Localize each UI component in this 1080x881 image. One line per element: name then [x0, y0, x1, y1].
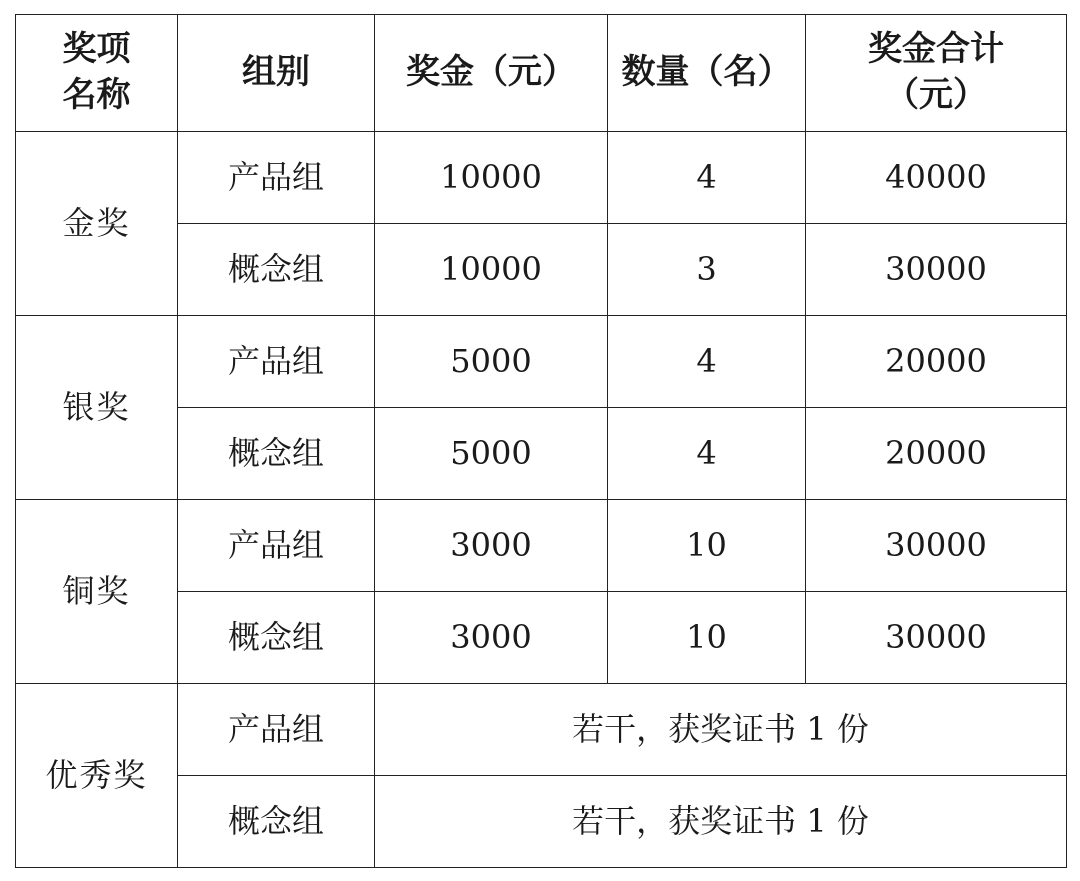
- prize-cell: 3000: [375, 592, 608, 684]
- group-cell: 产品组: [178, 684, 375, 776]
- header-award-name: [16, 15, 178, 132]
- award-name-cell: 铜奖: [16, 500, 178, 684]
- header-total-line2: （元）: [885, 75, 987, 115]
- award-name-cell: 优秀奖: [16, 684, 178, 868]
- count-cell: 4: [608, 132, 806, 224]
- award-name-cell: 银奖: [16, 316, 178, 500]
- group-cell: 概念组: [178, 408, 375, 500]
- header-total-line1: 奖金合计: [868, 29, 1004, 70]
- header-award-name-line2: 名称: [62, 75, 131, 115]
- header-total: [806, 15, 1067, 132]
- count-cell: 10: [608, 500, 806, 592]
- header-prize: 奖金（元）: [375, 15, 608, 132]
- table-row: [16, 316, 1067, 408]
- header-row: [16, 15, 1067, 132]
- prize-cell: 5000: [375, 408, 608, 500]
- total-cell: 40000: [806, 132, 1067, 224]
- count-cell: 4: [608, 316, 806, 408]
- count-cell: 10: [608, 592, 806, 684]
- note-cell: 若干，获奖证书 1 份: [375, 776, 1067, 868]
- award-name-cell: 金奖: [16, 132, 178, 316]
- prize-cell: 10000: [375, 132, 608, 224]
- prize-table: [15, 14, 1067, 868]
- total-cell: 30000: [806, 500, 1067, 592]
- table-row: [16, 684, 1067, 776]
- group-cell: 概念组: [178, 776, 375, 868]
- prize-cell: 10000: [375, 224, 608, 316]
- table-row: [16, 500, 1067, 592]
- prize-cell: 3000: [375, 500, 608, 592]
- header-award-name-line1: 奖项: [62, 29, 131, 70]
- group-cell: 产品组: [178, 316, 375, 408]
- group-cell: 产品组: [178, 132, 375, 224]
- prize-cell: 5000: [375, 316, 608, 408]
- group-cell: 产品组: [178, 500, 375, 592]
- header-count: 数量（名）: [608, 15, 806, 132]
- total-cell: 20000: [806, 316, 1067, 408]
- count-cell: 4: [608, 408, 806, 500]
- table-row: [16, 132, 1067, 224]
- count-cell: 3: [608, 224, 806, 316]
- note-cell: 若干，获奖证书 1 份: [375, 684, 1067, 776]
- group-cell: 概念组: [178, 592, 375, 684]
- header-group: 组别: [178, 15, 375, 132]
- total-cell: 30000: [806, 224, 1067, 316]
- group-cell: 概念组: [178, 224, 375, 316]
- total-cell: 30000: [806, 592, 1067, 684]
- total-cell: 20000: [806, 408, 1067, 500]
